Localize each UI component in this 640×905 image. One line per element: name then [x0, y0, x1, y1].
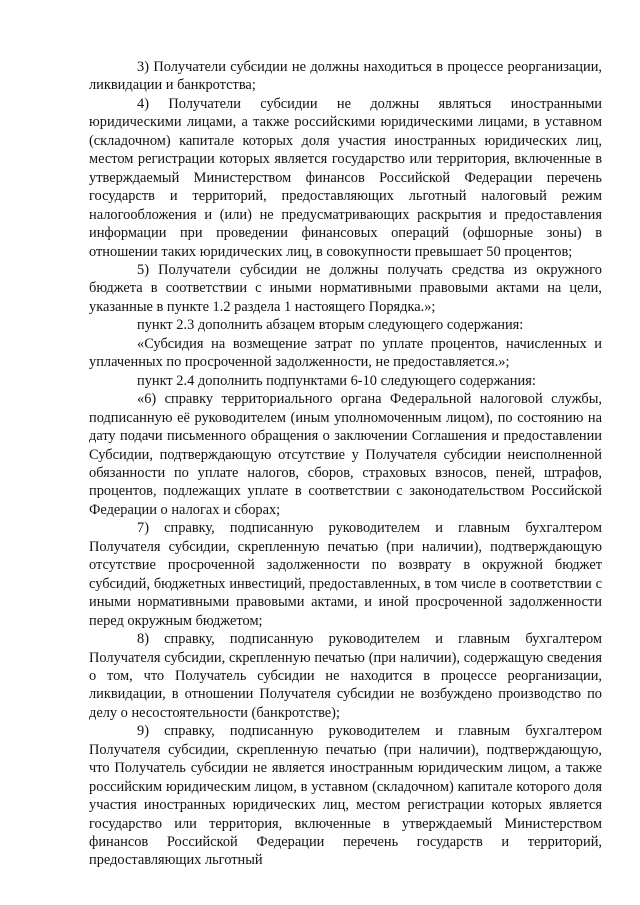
- paragraph-subitem-7: 7) справку, подписанную руководителем и главным бухгалтером Получателя субсидии, скрепленную печатью (при наличии), подтверждающую отсутствие просроченной задолженности по возврату в окружной бюджет субсидий, бюджетных инвестиций, предоставленных, в том числе в соответствии с иными нормативными правовыми актами, и иной просроченной задолженности перед окружным бюджетом;: [89, 520, 602, 629]
- paragraph-item-4: 4) Получатели субсидии не должны являться иностранными юридическими лицами, а также российскими юридическими лицами, в уставном (складочном) капитале которых доля участия иностранных юридических лиц, местом регистрации которых является государство или территория, включенные в утверждаемый Министерством финансов Российской Федерации перечень государств и территорий, предоставляющих льготный налоговый режим налогообложения и (или) не предусматривающих раскрытия и предоставления информации при проведении финансовых операций (офшорные зоны) в отношении таких юридических лиц, в совокупности превышает 50 процентов;: [89, 95, 602, 260]
- paragraph-subitem-9: 9) справку, подписанную руководителем и главным бухгалтером Получателя субсидии, скрепленную печатью (при наличии), подтверждающую, что Получатель субсидии не является иностранным юридическим лицом, а также российским юридическим лицом, в уставном (складочном) капитале которого доля участия иностранных юридических лиц, местом регистрации которых является государство или территория, включенные в утверждаемый Министерством финансов Российской Федерации перечень государств и территорий, предоставляющих льготный: [89, 723, 602, 869]
- paragraph-amend-2-3: пункт 2.3 дополнить абзацем вторым следующего содержания:: [137, 317, 524, 334]
- paragraph-item-3: 3) Получатели субсидии не должны находиться в процессе реорганизации, ликвидации и банкротства;: [89, 59, 602, 94]
- paragraph-subitem-6: «6) справку территориального органа Федеральной налоговой службы, подписанную её руководителем (иным уполномоченным лицом), по состоянию на дату подачи письменного обращения о заключении Соглашения и предоставлении Субсидии, подтверждающую отсутствие у Получателя субсидии неисполненной обязанности по уплате налогов, сборов, страховых взносов, пеней, штрафов, процентов, подлежащих уплате в соответствии с законодательством Российской Федерации о налогах и сборах;: [89, 391, 602, 518]
- paragraph-amend-2-4: пункт 2.4 дополнить подпунктами 6-10 следующего содержания:: [137, 372, 536, 389]
- paragraph-item-5: 5) Получатели субсидии не должны получать средства из окружного бюджета в соответствии с иными нормативными правовыми актами на цели, указанные в пункте 1.2 раздела 1 настоящего Порядка.»;: [89, 261, 602, 315]
- paragraph-subitem-8: 8) справку, подписанную руководителем и главным бухгалтером Получателя субсидии, скрепленную печатью (при наличии), содержащую сведения о том, что Получатель субсидии не находится в процессе реорганизации, ликвидации, в отношении Получателя субсидии не возбуждено производство по делу о несостоятельности (банкротстве);: [89, 631, 602, 721]
- document-page: [89, 58, 602, 870]
- paragraph-quote-2-3: «Субсидия на возмещение затрат по уплате процентов, начисленных и уплаченных по просроченной задолженности, не предоставляется.»;: [89, 335, 602, 371]
